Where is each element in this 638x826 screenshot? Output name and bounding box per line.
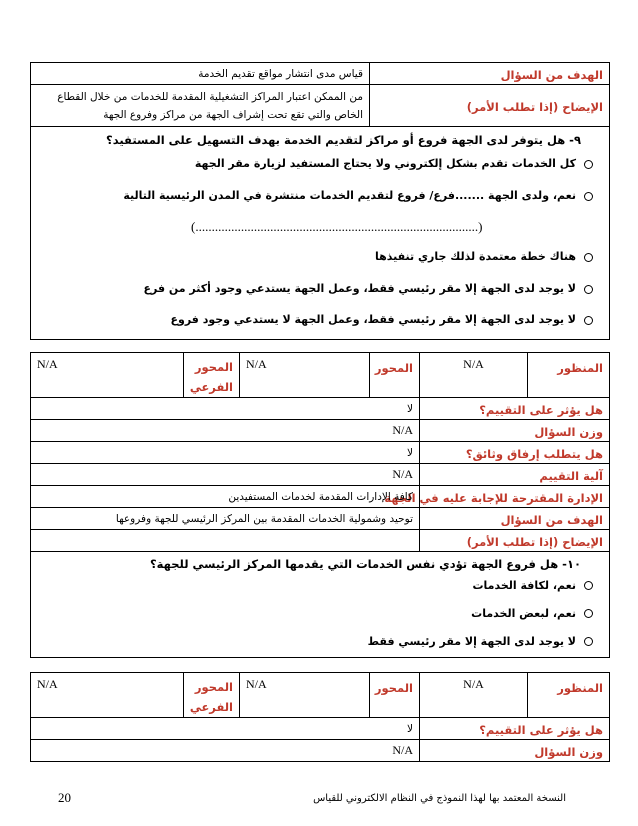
requires-documents-label: هل يتطلب إرفاق وثائق؟ bbox=[465, 447, 603, 461]
option-checkbox[interactable] bbox=[368, 635, 593, 648]
goal-label: الهدف من السؤال bbox=[500, 513, 603, 527]
radio-circle-icon[interactable] bbox=[584, 160, 593, 169]
question-weight-label: وزن السؤال bbox=[534, 425, 603, 439]
question-11-box bbox=[30, 672, 610, 762]
question-weight-value: N/A bbox=[31, 740, 420, 762]
axis-label-cell bbox=[370, 353, 420, 398]
affects-evaluation-label: هل يؤثر على التقييم؟ bbox=[479, 403, 603, 417]
subaxis-value: N/A bbox=[31, 353, 184, 398]
axis-value: N/A bbox=[240, 353, 370, 398]
perspective-label: المنظور bbox=[557, 681, 603, 695]
question-10-body bbox=[31, 552, 610, 658]
perspective-label-cell bbox=[528, 353, 610, 398]
question-9-box bbox=[30, 62, 610, 340]
clarification-value bbox=[31, 530, 420, 552]
radio-circle-icon[interactable] bbox=[584, 192, 593, 201]
evaluation-mechanism-value: N/A bbox=[31, 464, 420, 486]
goal-label-cell bbox=[370, 63, 610, 85]
subaxis-value: N/A bbox=[31, 673, 184, 718]
option-label: لا يوجد لدى الجهة إلا مقر رئيسي فقط، وعمل الجهة لا يستدعي وجود فروع bbox=[170, 313, 576, 326]
radio-circle-icon[interactable] bbox=[584, 609, 593, 618]
requires-documents-value: لا bbox=[31, 442, 420, 464]
clarification-label: الإيضاح (إذا تطلب الأمر) bbox=[466, 100, 603, 114]
question-weight-label: وزن السؤال bbox=[534, 745, 603, 759]
radio-circle-icon[interactable] bbox=[584, 637, 593, 646]
perspective-value: N/A bbox=[420, 353, 528, 398]
option-label: لا يوجد لدى الجهة إلا مقر رئيسي فقط bbox=[367, 634, 576, 648]
evaluation-mechanism-label: آلية التقييم bbox=[539, 469, 603, 483]
footer-note: النسخة المعتمد بها لهذا النموذج في النظام الالكتروني للقياس bbox=[313, 793, 566, 804]
subaxis-label: المحور الفرعي bbox=[189, 680, 233, 714]
option-checkbox[interactable] bbox=[472, 579, 593, 592]
proposed-department-value: كافة الإدارات المقدمة لخدمات المستفيدين bbox=[31, 486, 420, 508]
page-number: 20 bbox=[58, 790, 71, 805]
option-label: كل الخدمات تقدم بشكل إلكتروني ولا يحتاج المستفيد لزيارة مقر الجهة bbox=[194, 157, 576, 170]
goal-value: قياس مدى انتشار مواقع تقديم الخدمة bbox=[31, 63, 370, 85]
question-weight-value: N/A bbox=[31, 420, 420, 442]
subaxis-label-cell bbox=[184, 353, 240, 398]
question-9-body bbox=[31, 127, 610, 340]
goal-label: الهدف من السؤال bbox=[500, 68, 603, 82]
affects-evaluation-label: هل يؤثر على التقييم؟ bbox=[479, 723, 603, 737]
radio-circle-icon[interactable] bbox=[584, 316, 593, 325]
goal-value: توحيد وشمولية الخدمات المقدمة بين المركز الرئيسي للجهة وفروعها bbox=[31, 508, 420, 530]
radio-circle-icon[interactable] bbox=[584, 285, 593, 294]
clarification-value: من الممكن اعتبار المراكز التشغيلية المقدمة للخدمات من خلال القطاع الخاص والتي تقع تحت إشراف الجهة من مراكز وفروع الجهة bbox=[31, 85, 370, 127]
proposed-department-label: الإدارة المقترحة للإجابة عليه في الجهة bbox=[384, 491, 603, 505]
option-checkbox[interactable] bbox=[471, 607, 593, 620]
option-checkbox[interactable] bbox=[195, 157, 593, 170]
clarification-label: الإيضاح (إذا تطلب الأمر) bbox=[466, 535, 603, 549]
option-label: نعم، لبعض الخدمات bbox=[471, 606, 576, 620]
option-checkbox[interactable] bbox=[375, 250, 593, 263]
affects-evaluation-value: لا bbox=[31, 718, 420, 740]
option-checkbox[interactable] bbox=[123, 189, 593, 202]
clarification-label-cell bbox=[370, 85, 610, 127]
option-label: لا يوجد لدى الجهة إلا مقر رئيسي فقط، وعمل الجهة يستدعي وجود أكثر من فرع bbox=[143, 282, 576, 295]
option-label: نعم، لكافة الخدمات bbox=[472, 578, 576, 592]
perspective-value: N/A bbox=[420, 673, 528, 718]
option-label: نعم، ولدى الجهة .......فرع/ فروع لتقديم الخدمات منتشرة في المدن الرئيسية التالية bbox=[123, 189, 576, 202]
option-checkbox[interactable] bbox=[170, 313, 593, 326]
axis-label: المحور bbox=[374, 681, 413, 695]
branch-cities-blank[interactable]: (.......................................................................................) bbox=[191, 219, 483, 234]
radio-circle-icon[interactable] bbox=[584, 253, 593, 262]
affects-evaluation-value: لا bbox=[31, 398, 420, 420]
radio-circle-icon[interactable] bbox=[584, 581, 593, 590]
subaxis-label: المحور الفرعي bbox=[189, 360, 233, 394]
question-10-text: ١٠- هل فروع الجهة تؤدي نفس الخدمات التي يقدمها المركز الرئيسي للجهة؟ bbox=[149, 556, 581, 571]
axis-label: المحور bbox=[374, 361, 413, 375]
question-9-text: ٩- هل يتوفر لدى الجهة فروع أو مراكز لتقديم الخدمة بهدف التسهيل على المستفيد؟ bbox=[106, 133, 581, 147]
question-10-box bbox=[30, 352, 610, 658]
option-checkbox[interactable] bbox=[143, 282, 593, 295]
option-label: هناك خطة معتمدة لذلك جاري تنفيذها bbox=[375, 250, 576, 263]
axis-value: N/A bbox=[240, 673, 370, 718]
perspective-label: المنظور bbox=[557, 361, 603, 375]
